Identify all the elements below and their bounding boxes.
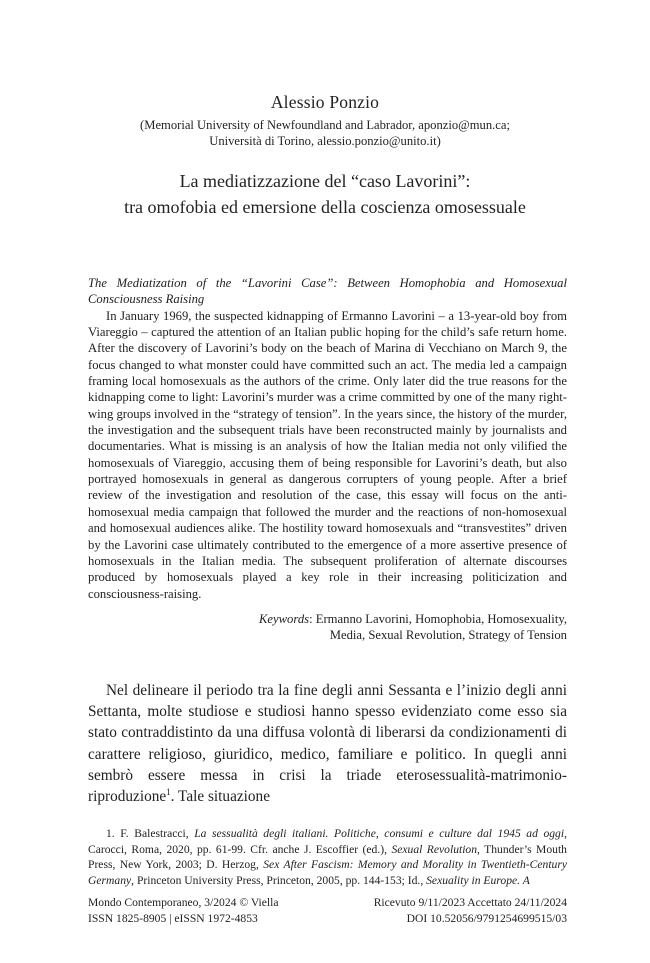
author-affiliation xyxy=(90,117,560,149)
article-title xyxy=(60,168,590,220)
keywords-line-2: Media, Sexual Revolution, Strategy of Tension xyxy=(329,628,567,643)
abstract xyxy=(88,275,567,602)
body-paragraph xyxy=(88,680,567,807)
received-accepted-dates: Ricevuto 9/11/2023 Accettato 24/11/2024 xyxy=(373,896,567,909)
affiliation-line-2: Università di Torino, alessio.ponzio@unito.it) xyxy=(209,134,441,148)
issn-info: ISSN 1825-8905 | eISSN 1972-4853 xyxy=(88,911,258,925)
footnote-text-2: , Carocci, Roma, 2020, pp. 61-99. Cfr. anche J. Escoffier (ed.), xyxy=(88,827,567,856)
abstract-english-title: The Mediatization of the “Lavorini Case”: Between Homophobia and Homosexual Consciousness Raising xyxy=(88,276,567,307)
abstract-text: In January 1969, the suspected kidnapping of Ermanno Lavorini – a 13-year-old boy from Viareggio – captured the attention of an Italian public hoping for the child’s safe return home. After the discovery of Lavorini’s body on the beach of Marina di Vecchiano on March 9, the focus changed to what monster could have committed such an act. The media led a campaign framing local homosexuals as the authors of the crime. Only later did the true reasons for the kidnapping come to light: Lavorini’s murder was a crime committed by one of the many right-wing groups involved in the “strategy of tension”. In the years since, the history of the murder, the investigation and the subsequent trials have been reconstructed mainly by journalists and documentaries. What is missing is an analysis of how the Italian media not only vilified the homosexuals of Viareggio, accusing them of being responsible for Lavorini’s death, but also portrayed homosexuals in general as dangerous corrupters of young people. After a brief review of the investigation and resolution of the case, this essay will focus on the anti-homosexual media campaign that followed the murder and the reactions of non-homosexual and homosexual audiences alike. The hostility toward homosexuals and “transvestites” driven by the Lavorini case ultimately contributed to the emergence of a more assertive presence of homosexuals in the Italian media. The subsequent proliferation of alternate discourses produced by homosexuals played a key role in their increasing politicization and consciousness-raising. xyxy=(88,308,567,601)
title-line-1: La mediatizzazione del “caso Lavorini”: xyxy=(179,171,471,191)
body-text-end: . Tale situazione xyxy=(170,788,270,806)
footnote-number: 1. xyxy=(106,827,115,840)
page-footer-right xyxy=(300,895,567,926)
footnote xyxy=(88,826,567,888)
doi-info: DOI 10.52056/9791254699515/03 xyxy=(406,911,567,925)
journal-info: Mondo Contemporaneo, 3/2024 © Viella xyxy=(88,896,279,909)
title-line-2: tra omofobia ed emersione della coscienza omosessuale xyxy=(124,197,526,217)
footnote-text-1: F. Balestracci, xyxy=(120,827,195,840)
footnote-title-3: Sex After Fascism: Memory and Morality in Twentieth-Century Germany xyxy=(88,858,568,887)
author-name: Alessio Ponzio xyxy=(270,92,380,112)
footnote-reference[interactable]: 1 xyxy=(166,786,171,797)
keywords-line-1: Keywords: Ermanno Lavorini, Homophobia, Homosexuality, xyxy=(258,612,567,626)
footnote-title-2: Sexual Revolution xyxy=(391,842,478,856)
keywords-list-1: Ermanno Lavorini, Homophobia, Homosexuality, xyxy=(315,612,567,626)
keywords-label: Keywords xyxy=(258,612,310,626)
footnote-title-4: Sexuality in Europe. A xyxy=(426,873,530,887)
footnote-text-3: , Thunder’s Mouth Press, New York, 2003; D. Herzog, xyxy=(88,842,567,871)
footnote-title-1: La sessualità degli italiani. Politiche, consumi e culture dal 1945 ad oggi xyxy=(194,827,565,840)
affiliation-line-1: (Memorial University of Newfoundland and Labrador, aponzio@mun.ca; xyxy=(140,118,510,132)
footnote-text-4: , Princeton University Press, Princeton, 2005, pp. 144-153; Id., xyxy=(131,873,427,887)
body-text-main: Nel delineare il periodo tra la fine degli anni Sessanta e l’inizio degli anni Settanta, molte studiose e studiosi hanno spesso evidenziato come esso sia stato contraddistinto da una diffusa volontà di liberarsi da condizionamenti di carattere religioso, giuridico, medico, familiare e politico. In quegli anni sembrò essere messa in crisi la triade eterosessualità-matrimonio-riproduzione xyxy=(88,682,567,806)
keywords xyxy=(88,611,567,644)
